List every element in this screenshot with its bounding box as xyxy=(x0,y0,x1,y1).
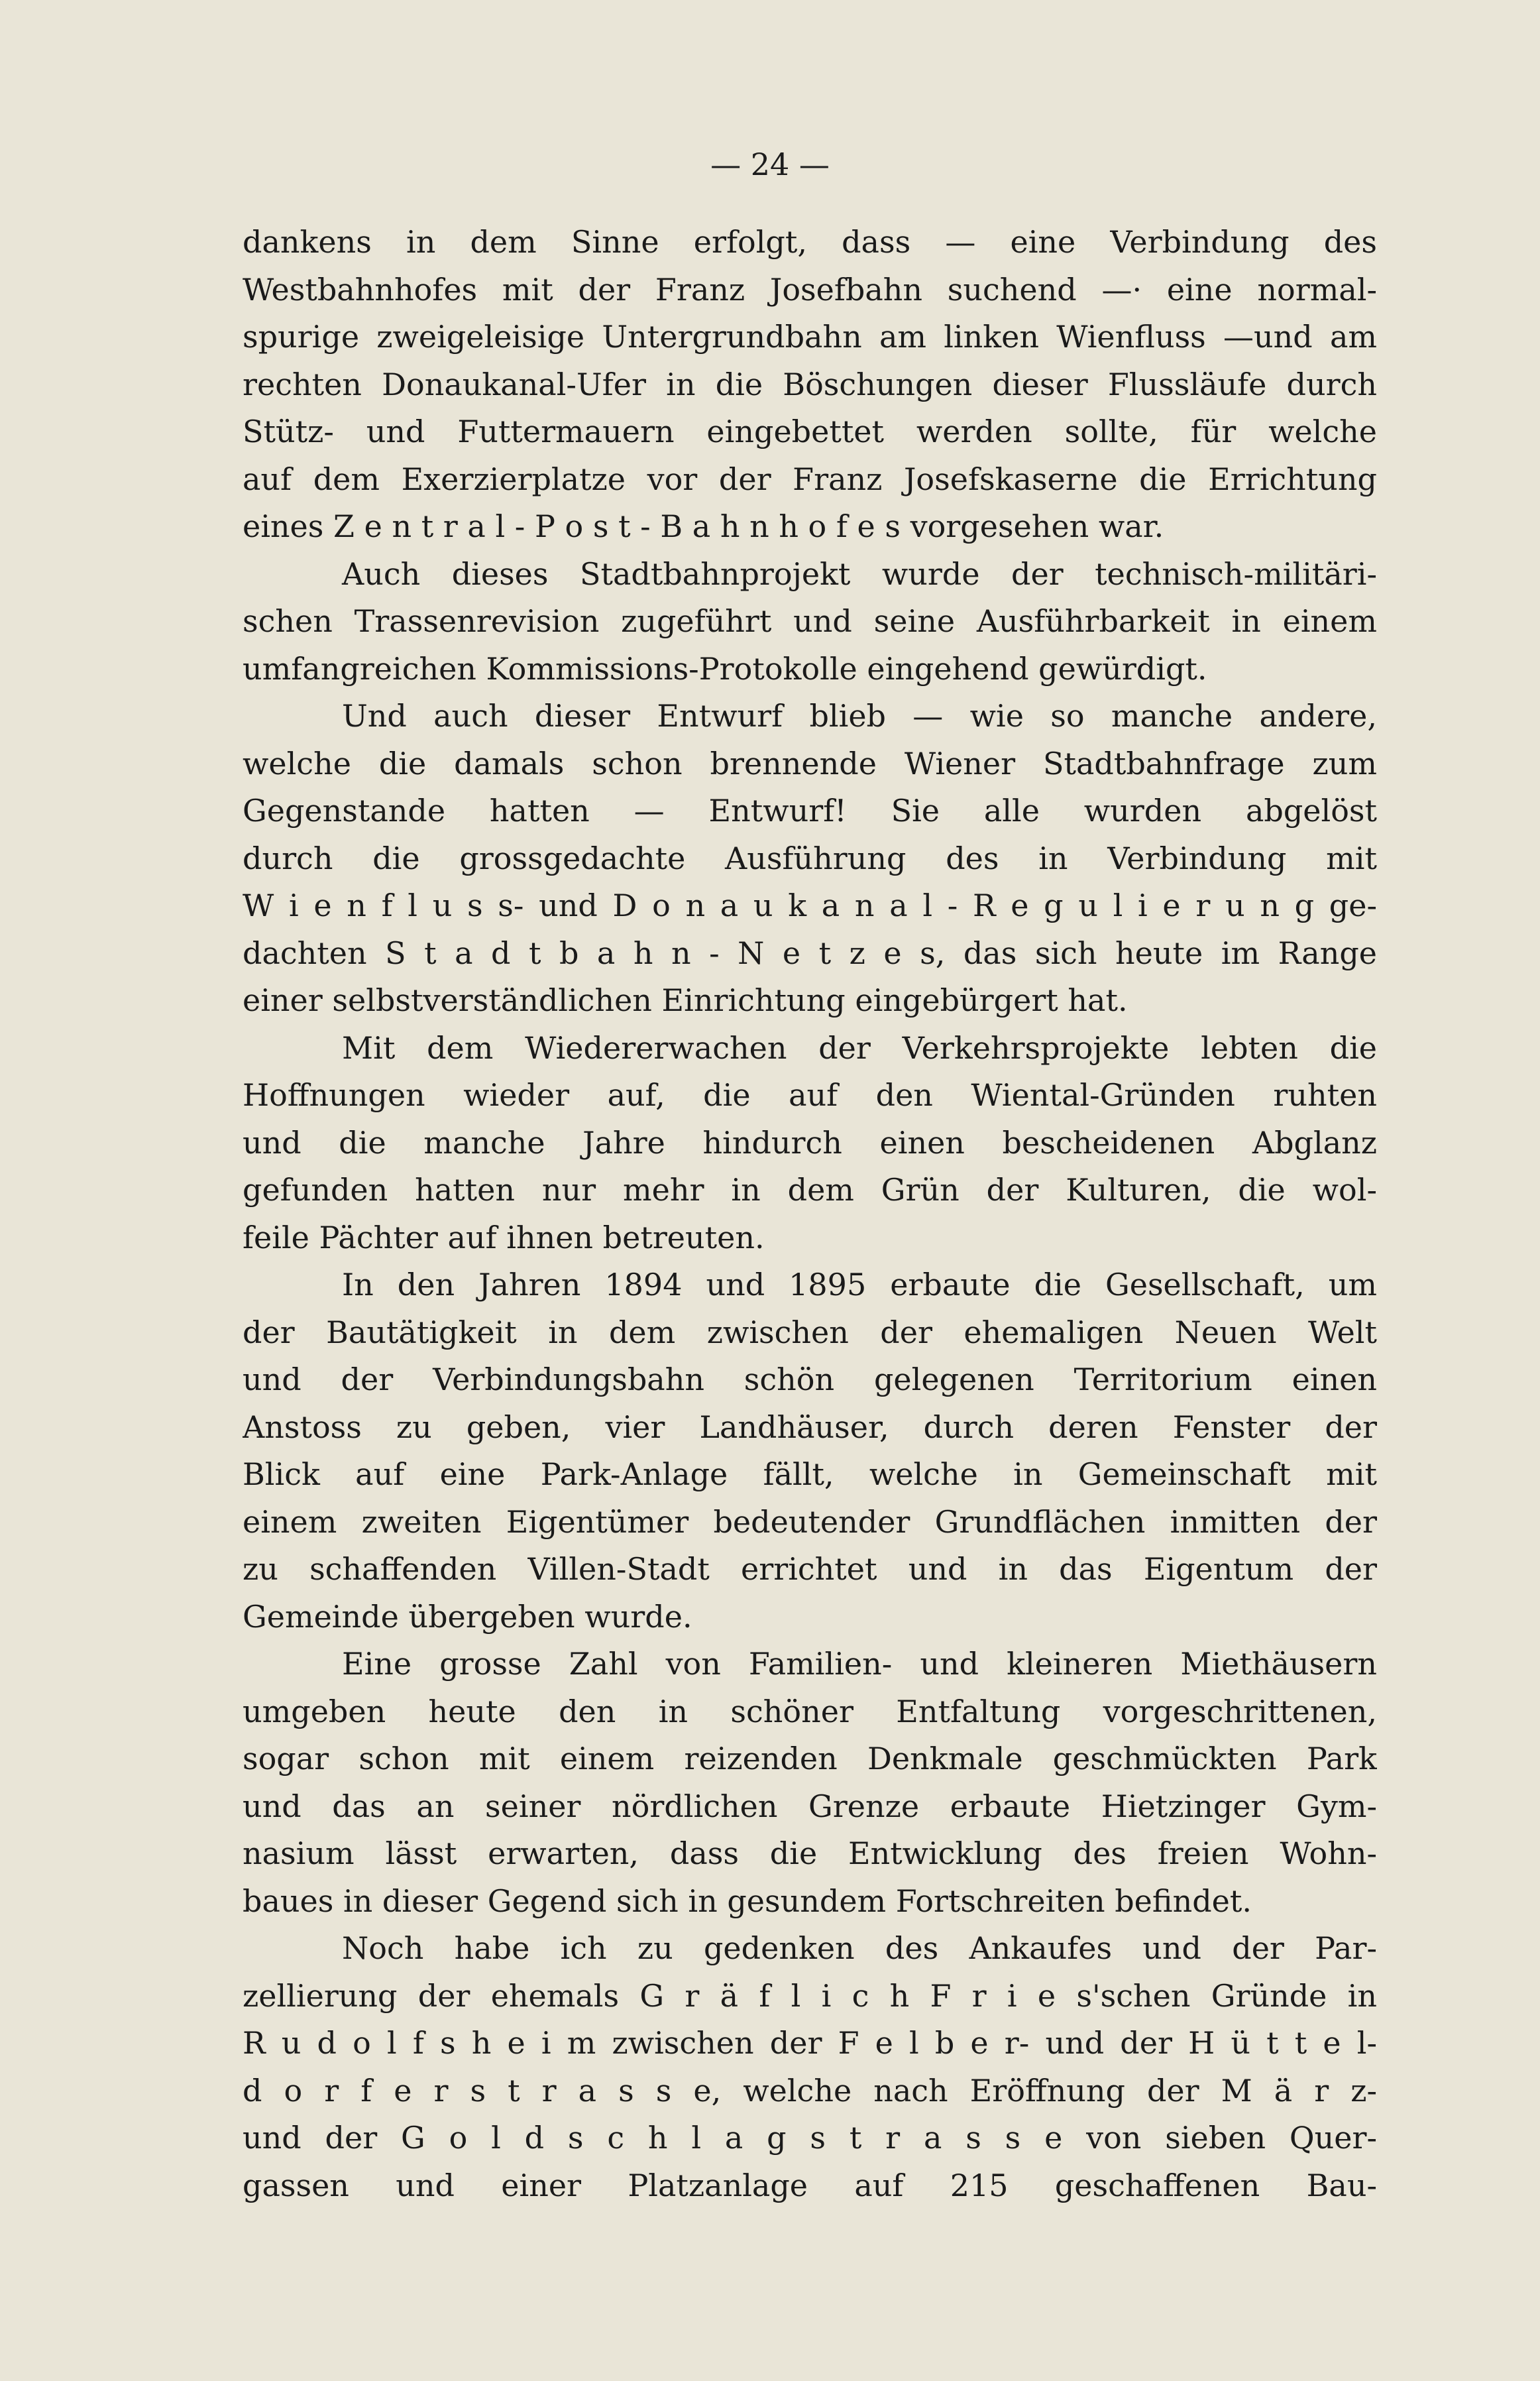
text-line: In den Jahren 1894 und 1895 erbaute die Gesellschaft, um xyxy=(342,1267,1377,1303)
text-line: zellierung der ehemals G r ä f l i c h F r i e s'schen Gründe in xyxy=(243,1977,1377,2014)
text-line: eines Z e n t r a l - P o s t - B a h n h o f e s vorgesehen war. xyxy=(243,508,1164,544)
text-line: spurige zweigeleisige Untergrundbahn am linken Wienfluss —und am xyxy=(243,319,1377,355)
text-line: durch die grossgedachte Ausführung des in Verbindung mit xyxy=(243,840,1377,876)
text-line: dachten S t a d t b a h n - N e t z e s, das sich heute im Range xyxy=(243,935,1377,971)
text-line: der Bautätigkeit in dem zwischen der ehemaligen Neuen Welt xyxy=(243,1314,1377,1350)
text-line: umgeben heute den in schöner Entfaltung vorgeschrittenen, xyxy=(243,1693,1377,1729)
text-line: gassen und einer Platzanlage auf 215 geschaffenen Bau- xyxy=(243,2167,1377,2203)
text-line: einer selbstverständlichen Einrichtung eingebürgert hat. xyxy=(243,982,1128,1018)
text-line: und der Verbindungsbahn schön gelegenen Territorium einen xyxy=(243,1362,1377,1397)
text-line: feile Pächter auf ihnen betreuten. xyxy=(243,1219,765,1255)
text-line: gefunden hatten nur mehr in dem Grün der Kulturen, die wol- xyxy=(243,1172,1377,1208)
text-line: Gegenstande hatten — Entwurf! Sie alle wurden abgelöst xyxy=(243,793,1377,829)
text-line: Gemeinde übergeben wurde. xyxy=(243,1598,692,1635)
text-line: Blick auf eine Park-Anlage fällt, welche in Gemeinschaft mit xyxy=(243,1456,1377,1492)
text-line: d o r f e r s t r a s s e, welche nach Eröffnung der M ä r z- xyxy=(243,2072,1377,2109)
text-line: W i e n f l u s s- und D o n a u k a n a l - R e g u l i e r u n g ge- xyxy=(243,888,1377,923)
text-line: einem zweiten Eigentümer bedeutender Grundflächen inmitten der xyxy=(243,1503,1377,1540)
text-line: und die manche Jahre hindurch einen bescheidenen Abglanz xyxy=(243,1124,1377,1161)
text-line: und der G o l d s c h l a g s t r a s s e von sieben Quer- xyxy=(243,2120,1377,2156)
text-line: Noch habe ich zu gedenken des Ankaufes und der Par- xyxy=(342,1930,1377,1966)
text-line: Stütz- und Futtermauern eingebettet werden sollte, für welche xyxy=(243,414,1377,449)
text-line: rechten Donaukanal-Ufer in die Böschungen dieser Flussläufe durch xyxy=(243,366,1377,402)
text-line: zu schaffenden Villen-Stadt errichtet und in das Eigentum der xyxy=(243,1551,1377,1587)
text-line: Hoffnungen wieder auf, die auf den Wiental-Gründen ruhten xyxy=(243,1077,1377,1113)
page-number: — 24 — xyxy=(710,146,830,182)
text-line: baues in dieser Gegend sich in gesundem Fortschreiten befindet. xyxy=(243,1883,1252,1919)
text-line: Auch dieses Stadtbahnprojekt wurde der technisch-militäri- xyxy=(342,555,1377,592)
text-line: und das an seiner nördlichen Grenze erbaute Hietzinger Gym- xyxy=(243,1788,1377,1824)
body-text xyxy=(243,219,1377,2209)
text-line: auf dem Exerzierplatze vor der Franz Josefskaserne die Errichtung xyxy=(243,461,1377,497)
text-line: schen Trassenrevision zugeführt und seine Ausführbarkeit in einem xyxy=(243,603,1377,639)
text-line: welche die damals schon brennende Wiener Stadtbahnfrage zum xyxy=(243,745,1377,782)
text-line: Und auch dieser Entwurf blieb — wie so manche andere, xyxy=(342,698,1377,734)
text-line: Westbahnhofes mit der Franz Josefbahn suchend —· eine normal- xyxy=(243,271,1377,308)
text-line: dankens in dem Sinne erfolgt, dass — eine Verbindung des xyxy=(243,224,1377,260)
text-line: umfangreichen Kommissions-Protokolle eingehend gewürdigt. xyxy=(243,650,1207,687)
text-line: Mit dem Wiedererwachen der Verkehrsprojekte lebten die xyxy=(342,1029,1377,1066)
text-line: Eine grosse Zahl von Familien- und kleineren Miethäusern xyxy=(342,1646,1377,1682)
text-line: sogar schon mit einem reizenden Denkmale geschmückten Park xyxy=(243,1741,1377,1776)
text-line: R u d o l f s h e i m zwischen der F e l b e r- und der H ü t t e l- xyxy=(243,2025,1377,2061)
text-line: Anstoss zu geben, vier Landhäuser, durch deren Fenster der xyxy=(243,1409,1377,1445)
text-line: nasium lässt erwarten, dass die Entwicklung des freien Wohn- xyxy=(243,1835,1377,1871)
